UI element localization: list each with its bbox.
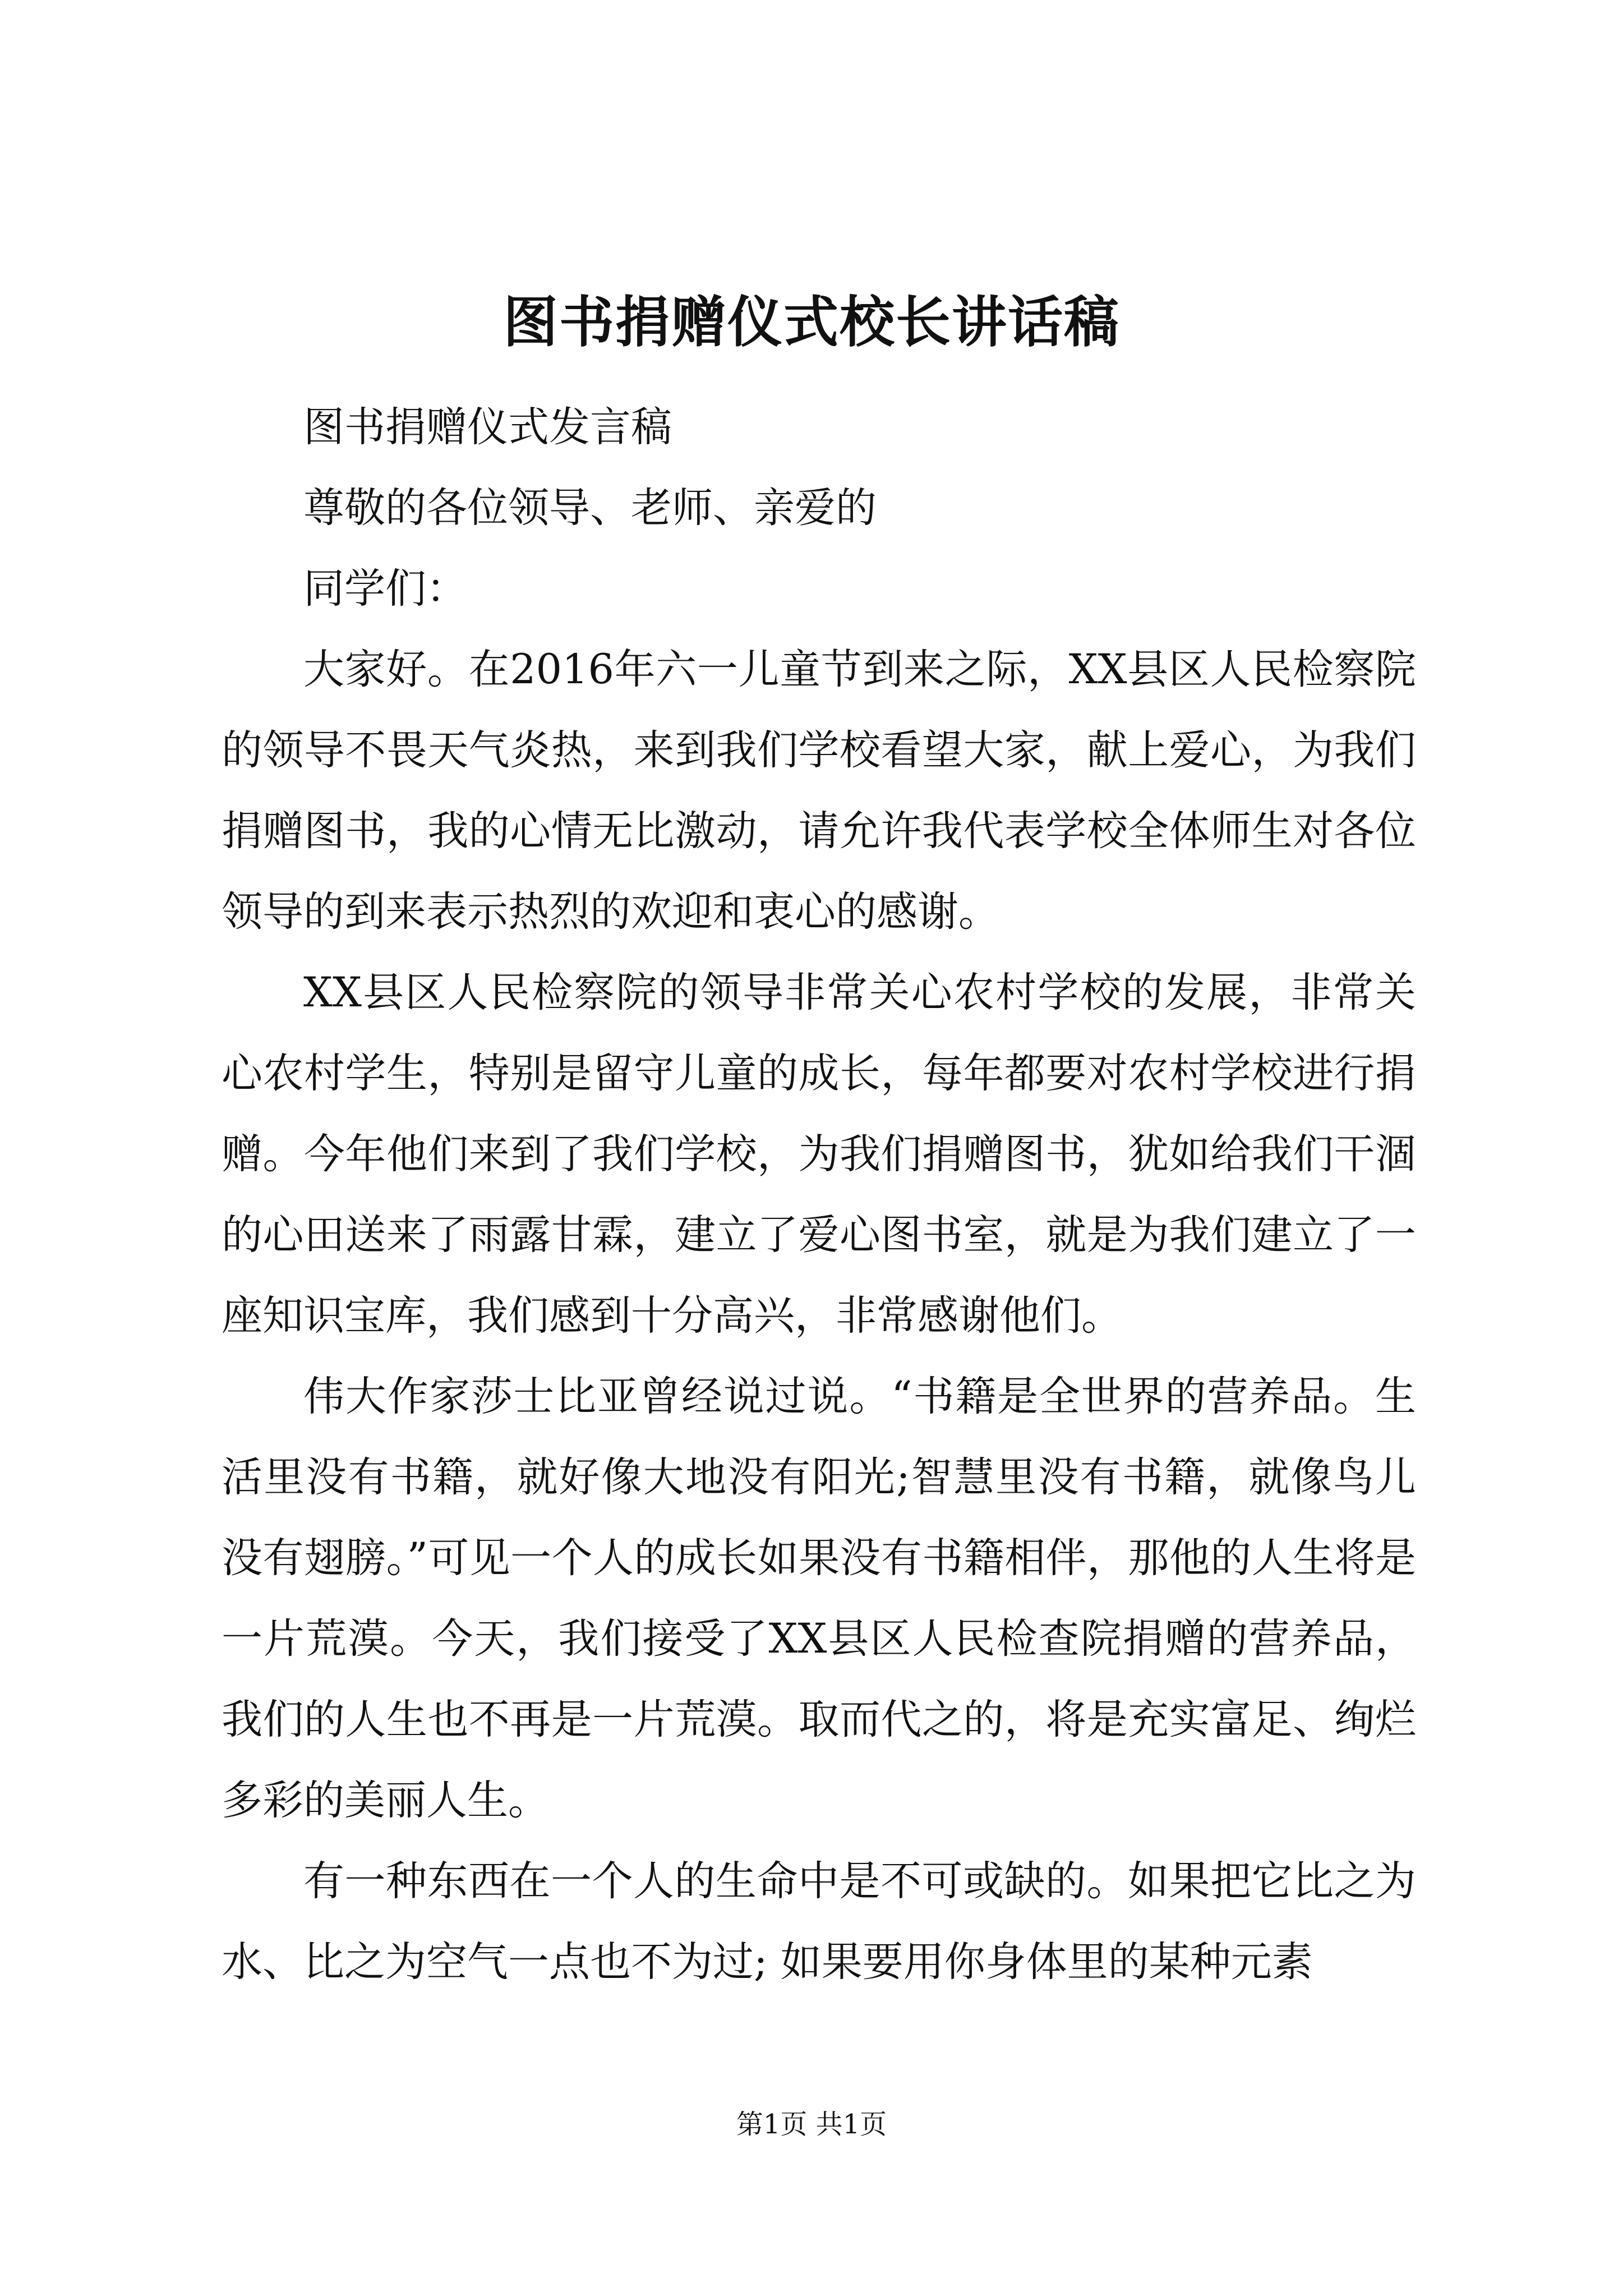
document-title: 图书捐赠仪式校长讲话稿 (502, 290, 1120, 355)
paragraph: 有一种东西在一个人的生命中是不可或缺的。如果把它比之为水、比之为空气一点也不为过; 如果要用你身体里的某种元素 (222, 1857, 1416, 1986)
document-body (222, 387, 1416, 2003)
paragraph: 伟大作家莎士比亚曾经说过说。“书籍是全世界的营养品。生活里没有书籍，就好像大地没有阳光;智慧里没有书籍，就像鸟儿没有翅膀。”可见一个人的成长如果没有书籍相伴，那他的人生将是一片荒漠。今天，我们接受了XX县区人民检查院捐赠的营养品，我们的人生也不再是一片荒漠。取而代之的，将是充实富足、绚烂多彩的美丽人生。 (222, 1373, 1416, 1824)
paragraph: XX县区人民检察院的领导非常关心农村学校的发展，非常关心农村学生，特别是留守儿童的成长，每年都要对农村学校进行捐赠。今年他们来到了我们学校，为我们捐赠图书，犹如给我们干涸的心田送来了雨露甘霖，建立了爱心图书室，就是为我们建立了一座知识宝库，我们感到十分高兴，非常感谢他们。 (222, 969, 1416, 1340)
page-number-footer: 第1页 共1页 (736, 2109, 887, 2140)
paragraph-salutation-cont: 同学们： (303, 565, 467, 613)
paragraph: 大家好。在2016年六一儿童节到来之际，XX县区人民检察院的领导不畏天气炎热，来到我们学校看望大家，献上爱心，为我们捐赠图书，我的心情无比激动，请允许我代表学校全体师生对各位领导的到来表示热烈的欢迎和衷心的感谢。 (222, 646, 1416, 936)
paragraph-subtitle: 图书捐赠仪式发言稿 (303, 403, 672, 451)
paragraph-salutation: 尊敬的各位领导、老师、亲爱的 (303, 484, 877, 532)
